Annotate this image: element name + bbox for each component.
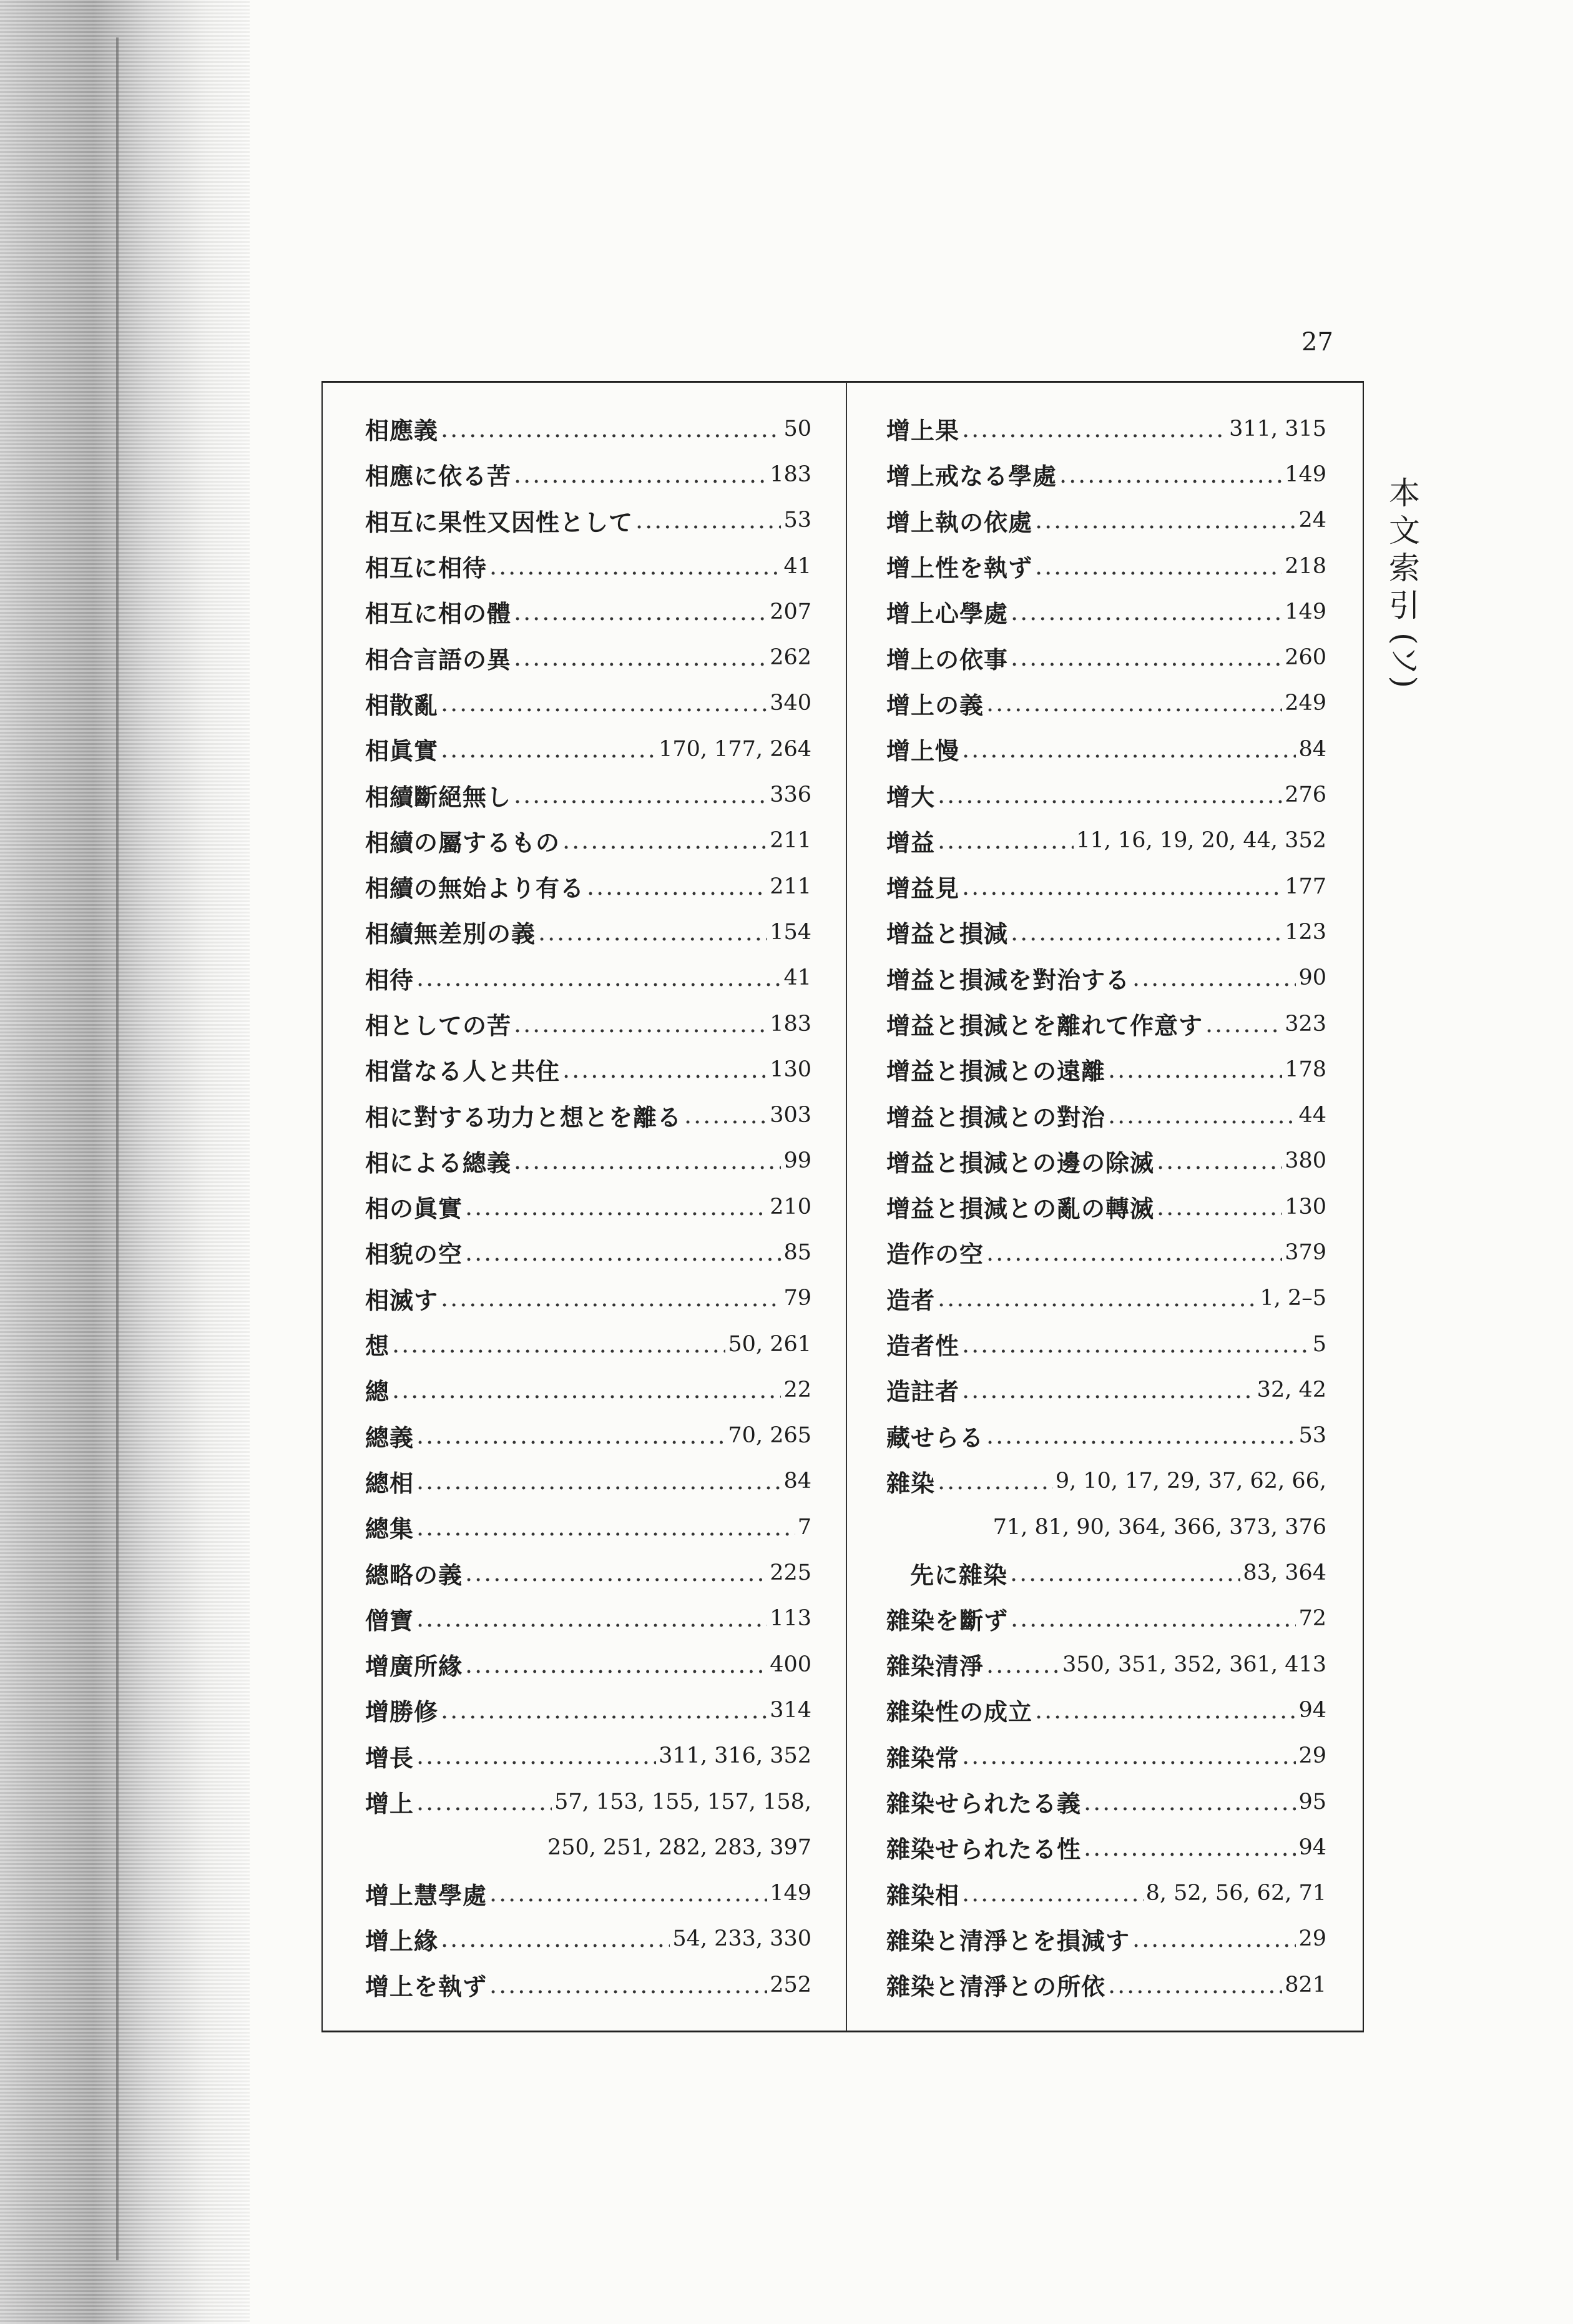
index-term: 增勝修 bbox=[365, 1698, 439, 1726]
dot-leader bbox=[938, 827, 1074, 854]
dot-leader bbox=[465, 1651, 767, 1678]
index-term: 總義 bbox=[365, 1423, 414, 1452]
index-term: 相應義 bbox=[365, 416, 439, 445]
index-entry bbox=[365, 1687, 811, 1733]
index-term: 總 bbox=[365, 1377, 390, 1406]
dot-leader bbox=[986, 1239, 1282, 1266]
index-page-refs: 22 bbox=[783, 1377, 811, 1402]
dot-leader bbox=[416, 1467, 781, 1495]
dot-leader bbox=[441, 415, 781, 443]
index-page-refs: 218 bbox=[1285, 553, 1326, 579]
dot-leader bbox=[489, 1879, 767, 1907]
index-entry bbox=[886, 498, 1326, 543]
index-term: 相互に果性又因性として bbox=[365, 508, 634, 536]
index-page-refs: 183 bbox=[770, 461, 811, 487]
index-term: 增益と損減 bbox=[886, 920, 1009, 948]
index-page-refs: 323 bbox=[1285, 1011, 1326, 1036]
index-entry bbox=[365, 634, 811, 680]
index-page-refs: 71, 81, 90, 364, 366, 373, 376 bbox=[992, 1514, 1326, 1540]
index-term: 增益と損減との亂の轉滅 bbox=[886, 1194, 1155, 1223]
dot-leader bbox=[986, 689, 1282, 717]
dot-leader bbox=[441, 736, 656, 763]
index-term: 造者性 bbox=[886, 1332, 960, 1361]
index-page-refs: 79 bbox=[783, 1286, 811, 1311]
index-page-refs: 821 bbox=[1285, 1972, 1326, 1997]
dot-leader bbox=[1084, 1788, 1296, 1816]
index-page-refs: 41 bbox=[783, 965, 811, 991]
index-page-refs: 311, 316, 352 bbox=[659, 1743, 811, 1769]
index-page-refs: 149 bbox=[770, 1881, 811, 1906]
index-entry bbox=[886, 1413, 1326, 1459]
dot-leader bbox=[1157, 1193, 1282, 1221]
index-column-left bbox=[365, 406, 811, 2007]
index-page-refs: 211 bbox=[770, 828, 811, 854]
index-entry bbox=[365, 451, 811, 497]
index-page-refs: 170, 177, 264 bbox=[659, 736, 811, 762]
index-entry bbox=[886, 726, 1326, 772]
index-term: 相の眞實 bbox=[365, 1194, 463, 1223]
index-entry bbox=[365, 772, 811, 817]
index-entry bbox=[365, 1871, 811, 1916]
index-term: 增上を執ず bbox=[365, 1972, 488, 2001]
index-entry bbox=[886, 818, 1326, 864]
index-entry bbox=[365, 1504, 811, 1550]
index-term: 增上の依事 bbox=[886, 645, 1009, 674]
index-entry bbox=[365, 1321, 811, 1367]
dot-leader bbox=[416, 1605, 767, 1632]
column-divider bbox=[846, 382, 847, 2031]
index-page-refs: 94 bbox=[1298, 1697, 1326, 1723]
index-page-refs: 303 bbox=[770, 1103, 811, 1128]
index-entry bbox=[886, 1138, 1326, 1184]
index-term: 雜染性の成立 bbox=[886, 1698, 1033, 1726]
dot-leader bbox=[1011, 918, 1282, 946]
index-page-refs: 5 bbox=[1312, 1331, 1326, 1357]
index-term: 相としての苦 bbox=[365, 1012, 512, 1040]
index-page-refs: 54, 233, 330 bbox=[672, 1926, 811, 1952]
index-entry bbox=[886, 1779, 1326, 1824]
index-page-refs: 24 bbox=[1298, 508, 1326, 533]
index-page-refs: 123 bbox=[1285, 919, 1326, 945]
index-entry bbox=[886, 1046, 1326, 1092]
index-term: 雜染 bbox=[886, 1469, 936, 1497]
index-term: 增上戒なる學處 bbox=[886, 462, 1057, 491]
index-page-refs: 83, 364 bbox=[1243, 1560, 1326, 1586]
index-entry bbox=[886, 406, 1326, 451]
index-term: 相に對する功力と想とを離る bbox=[365, 1103, 682, 1131]
index-entry bbox=[365, 1046, 811, 1092]
index-entry bbox=[365, 818, 811, 864]
dot-leader bbox=[392, 1331, 725, 1358]
index-entry bbox=[886, 1871, 1326, 1916]
index-term: 增上執の依處 bbox=[886, 508, 1033, 536]
index-entry bbox=[365, 406, 811, 451]
index-page-refs: 57, 153, 155, 157, 158, bbox=[554, 1789, 811, 1814]
index-page-refs: 53 bbox=[783, 508, 811, 533]
dot-leader bbox=[1011, 598, 1282, 626]
dot-leader bbox=[465, 1239, 781, 1266]
index-page-refs: 29 bbox=[1298, 1743, 1326, 1769]
index-page-refs: 314 bbox=[770, 1697, 811, 1723]
index-page-refs: 7 bbox=[797, 1514, 811, 1540]
dot-leader bbox=[986, 1422, 1296, 1449]
dot-leader bbox=[1108, 1971, 1282, 1999]
index-entry bbox=[365, 1138, 811, 1184]
index-entry bbox=[365, 1413, 811, 1459]
index-term: 相眞實 bbox=[365, 737, 439, 766]
index-page-refs: 85 bbox=[783, 1239, 811, 1265]
dot-leader bbox=[938, 781, 1282, 809]
side-heading-char-1: 本 bbox=[1389, 475, 1420, 511]
index-page-refs: 252 bbox=[770, 1972, 811, 1997]
index-entry bbox=[365, 1367, 811, 1412]
index-entry bbox=[886, 681, 1326, 726]
dot-leader bbox=[441, 1284, 781, 1312]
index-term: 增上の義 bbox=[886, 691, 984, 719]
dot-leader bbox=[962, 873, 1282, 900]
index-page-refs: 350, 351, 352, 361, 413 bbox=[1062, 1652, 1326, 1677]
index-term: 增益と損減との邊の除滅 bbox=[886, 1148, 1155, 1177]
index-term: 增上慧學處 bbox=[365, 1881, 488, 1909]
index-term: 相待 bbox=[365, 965, 414, 994]
index-term: 增益 bbox=[886, 828, 936, 857]
index-page-refs: 154 bbox=[770, 919, 811, 945]
index-entry bbox=[886, 1733, 1326, 1779]
index-term: 雜染せられたる性 bbox=[886, 1835, 1082, 1864]
index-term: 增長 bbox=[365, 1743, 414, 1772]
index-entry bbox=[886, 1642, 1326, 1687]
index-term: 總集 bbox=[365, 1515, 414, 1544]
index-page-refs: 32, 42 bbox=[1257, 1377, 1326, 1402]
index-entry bbox=[886, 772, 1326, 817]
dot-leader bbox=[514, 461, 767, 488]
index-entry bbox=[365, 1779, 811, 1824]
index-entry bbox=[886, 1687, 1326, 1733]
index-page-refs: 1, 2–5 bbox=[1260, 1286, 1326, 1311]
index-page-refs: 262 bbox=[770, 645, 811, 671]
index-term: 總略の義 bbox=[365, 1560, 463, 1589]
dot-leader bbox=[416, 1422, 725, 1449]
index-entry bbox=[365, 1733, 811, 1779]
index-page-refs: 210 bbox=[770, 1194, 811, 1219]
index-entry bbox=[886, 1459, 1326, 1504]
index-entry bbox=[886, 1001, 1326, 1046]
index-page-refs: 225 bbox=[770, 1560, 811, 1586]
dot-leader bbox=[1132, 964, 1296, 992]
index-entry bbox=[365, 1642, 811, 1687]
index-page-refs: 149 bbox=[1285, 461, 1326, 487]
index-term: 相續斷絕無し bbox=[365, 782, 512, 811]
index-term: 增上 bbox=[365, 1790, 414, 1818]
dot-leader bbox=[562, 827, 767, 854]
index-term: 僧寶 bbox=[365, 1606, 414, 1635]
dot-leader bbox=[684, 1101, 767, 1129]
index-entry bbox=[365, 726, 811, 772]
index-page-refs: 90 bbox=[1298, 965, 1326, 991]
index-term: 增大 bbox=[886, 782, 936, 811]
index-page-refs: 113 bbox=[770, 1606, 811, 1632]
dot-leader bbox=[1157, 1147, 1282, 1174]
index-page-refs: 130 bbox=[770, 1056, 811, 1082]
dot-leader bbox=[938, 1284, 1257, 1312]
index-page-refs: 211 bbox=[770, 874, 811, 899]
index-entry bbox=[886, 589, 1326, 634]
dot-leader bbox=[489, 1971, 767, 1999]
index-term: 雜染と清淨との所依 bbox=[886, 1972, 1106, 2001]
index-term: 相互に相待 bbox=[365, 554, 488, 583]
index-entry bbox=[365, 1229, 811, 1275]
dot-leader bbox=[465, 1193, 767, 1221]
index-page-refs: 340 bbox=[770, 691, 811, 716]
index-page-refs: 178 bbox=[1285, 1056, 1326, 1082]
dot-leader bbox=[962, 1331, 1310, 1358]
dot-leader bbox=[562, 1056, 767, 1083]
index-page-refs: 250, 251, 282, 283, 397 bbox=[547, 1834, 811, 1860]
dot-leader bbox=[1035, 553, 1282, 580]
index-entry bbox=[886, 1092, 1326, 1138]
dot-leader bbox=[514, 1147, 781, 1174]
dot-leader bbox=[514, 781, 767, 809]
index-term: 增益と損減との對治 bbox=[886, 1103, 1106, 1131]
index-page-refs: 130 bbox=[1285, 1194, 1326, 1219]
index-entry bbox=[365, 1596, 811, 1642]
index-term: 相續の屬するもの bbox=[365, 828, 561, 857]
index-entry bbox=[365, 1550, 811, 1595]
index-entry bbox=[365, 1916, 811, 1962]
index-entry bbox=[365, 681, 811, 726]
index-entry bbox=[886, 543, 1326, 589]
dot-leader bbox=[416, 964, 781, 992]
dot-leader bbox=[1011, 644, 1282, 671]
dot-leader bbox=[538, 918, 767, 946]
index-page-refs: 379 bbox=[1285, 1239, 1326, 1265]
index-entry bbox=[886, 1321, 1326, 1367]
index-page-refs: 41 bbox=[783, 553, 811, 579]
index-page-refs: 207 bbox=[770, 599, 811, 624]
index-entry bbox=[886, 634, 1326, 680]
dot-leader bbox=[1035, 506, 1296, 534]
index-term: 相續の無始より有る bbox=[365, 874, 585, 903]
index-term: 增益と損減とを離れて作意す bbox=[886, 1012, 1203, 1040]
index-page-refs: 260 bbox=[1285, 645, 1326, 671]
index-page-refs: 8, 52, 56, 62, 71 bbox=[1145, 1881, 1326, 1906]
dot-leader bbox=[635, 506, 781, 534]
dot-leader bbox=[392, 1376, 781, 1404]
binding-edge-line bbox=[116, 37, 119, 2260]
index-page-refs: 70, 265 bbox=[728, 1423, 811, 1449]
index-page-refs: 44 bbox=[1298, 1103, 1326, 1128]
index-term: 相互に相の體 bbox=[365, 599, 512, 628]
index-entry bbox=[365, 543, 811, 589]
index-page-refs: 400 bbox=[770, 1652, 811, 1677]
index-term: 相應に依る苦 bbox=[365, 462, 512, 491]
index-page-refs: 29 bbox=[1298, 1926, 1326, 1952]
index-entry bbox=[886, 1916, 1326, 1962]
index-term: 總相 bbox=[365, 1469, 414, 1497]
dot-leader bbox=[489, 553, 781, 580]
index-entry bbox=[365, 498, 811, 543]
index-entry-continuation bbox=[365, 1824, 811, 1870]
index-page-refs: 84 bbox=[1298, 736, 1326, 762]
dot-leader bbox=[1132, 1925, 1296, 1952]
index-entry bbox=[365, 955, 811, 1001]
index-term: 相當なる人と共住 bbox=[365, 1057, 561, 1086]
index-entry bbox=[886, 1550, 1326, 1595]
dot-leader bbox=[514, 644, 767, 671]
dot-leader bbox=[1035, 1696, 1296, 1724]
dot-leader bbox=[1108, 1101, 1296, 1129]
dot-leader bbox=[416, 1514, 795, 1541]
index-entry bbox=[886, 1276, 1326, 1321]
side-heading-char-3: 索 bbox=[1389, 550, 1420, 586]
dot-leader bbox=[514, 1010, 767, 1038]
index-term: 增上果 bbox=[886, 416, 960, 445]
index-term: 雜染清淨 bbox=[886, 1652, 984, 1681]
dot-leader bbox=[441, 1696, 767, 1724]
index-entry bbox=[886, 1367, 1326, 1412]
index-term: 想 bbox=[365, 1332, 390, 1361]
index-term: 相合言語の異 bbox=[365, 645, 512, 674]
index-entry bbox=[365, 1962, 811, 2007]
dot-leader bbox=[1011, 1605, 1296, 1632]
index-term: 相散亂 bbox=[365, 691, 439, 719]
index-entry bbox=[886, 1962, 1326, 2007]
index-page-refs: 380 bbox=[1285, 1148, 1326, 1174]
dot-leader bbox=[514, 598, 767, 626]
page-number: 27 bbox=[1301, 328, 1333, 357]
index-term: 先に雜染 bbox=[910, 1560, 1008, 1589]
side-heading-section: (ソ) bbox=[1386, 633, 1423, 689]
index-page-refs: 95 bbox=[1298, 1789, 1326, 1814]
index-term: 相續無差別の義 bbox=[365, 920, 536, 948]
index-entry bbox=[886, 1184, 1326, 1229]
dot-leader bbox=[1108, 1056, 1282, 1083]
index-term: 雜染と清淨とを損減す bbox=[886, 1926, 1130, 1955]
index-term: 增益見 bbox=[886, 874, 960, 903]
index-term: 雜染せられたる義 bbox=[886, 1790, 1082, 1818]
index-term: 增上性を執ず bbox=[886, 554, 1033, 583]
dot-leader bbox=[416, 1742, 656, 1770]
index-entry bbox=[886, 451, 1326, 497]
index-entry bbox=[886, 864, 1326, 909]
dot-leader bbox=[1010, 1559, 1240, 1587]
dot-leader bbox=[962, 1742, 1296, 1770]
index-page-refs: 50 bbox=[783, 416, 811, 441]
index-page-refs: 183 bbox=[770, 1011, 811, 1036]
dot-leader bbox=[441, 1925, 670, 1952]
dot-leader bbox=[441, 689, 767, 717]
index-entry bbox=[365, 1001, 811, 1046]
index-entry bbox=[886, 1824, 1326, 1870]
dot-leader bbox=[465, 1559, 767, 1587]
side-heading-char-4: 引 bbox=[1389, 588, 1420, 624]
index-page-refs: 84 bbox=[783, 1469, 811, 1494]
index-page-refs: 311, 315 bbox=[1229, 416, 1326, 441]
dot-leader bbox=[938, 1467, 1053, 1495]
dot-leader bbox=[587, 873, 767, 900]
index-entry bbox=[365, 1276, 811, 1321]
index-entry bbox=[365, 1459, 811, 1504]
index-entry bbox=[365, 1184, 811, 1229]
index-term: 造作の空 bbox=[886, 1240, 984, 1269]
index-term: 藏せらる bbox=[886, 1423, 984, 1452]
index-term: 增上慢 bbox=[886, 737, 960, 766]
index-page-refs: 9, 10, 17, 29, 37, 62, 66, bbox=[1055, 1469, 1326, 1494]
index-term: 增益と損減を對治する bbox=[886, 965, 1130, 994]
index-page-refs: 336 bbox=[770, 782, 811, 808]
index-page-refs: 53 bbox=[1298, 1423, 1326, 1449]
index-page-refs: 11, 16, 19, 20, 44, 352 bbox=[1076, 828, 1326, 854]
index-entry bbox=[365, 1092, 811, 1138]
index-term: 雜染相 bbox=[886, 1881, 960, 1909]
dot-leader bbox=[962, 1879, 1144, 1907]
index-term: 增上緣 bbox=[365, 1926, 439, 1955]
index-term: 相貌の空 bbox=[365, 1240, 463, 1269]
dot-leader bbox=[962, 736, 1296, 763]
index-term: 增益と損減との遠離 bbox=[886, 1057, 1106, 1086]
index-entry-continuation bbox=[886, 1504, 1326, 1550]
index-term: 增廣所緣 bbox=[365, 1652, 463, 1681]
index-term: 雜染を斷ず bbox=[886, 1606, 1009, 1635]
index-entry bbox=[886, 955, 1326, 1001]
side-heading bbox=[1383, 475, 1426, 689]
index-page-refs: 72 bbox=[1298, 1606, 1326, 1632]
index-entry bbox=[365, 909, 811, 955]
index-column-right bbox=[886, 406, 1326, 2007]
dot-leader bbox=[1059, 461, 1282, 488]
index-page-refs: 149 bbox=[1285, 599, 1326, 624]
index-term: 相滅す bbox=[365, 1286, 439, 1314]
index-entry bbox=[365, 864, 811, 909]
dot-leader bbox=[986, 1651, 1060, 1678]
index-entry bbox=[886, 909, 1326, 955]
index-term: 造者 bbox=[886, 1286, 936, 1314]
dot-leader bbox=[962, 1376, 1255, 1404]
index-page-refs: 177 bbox=[1285, 874, 1326, 899]
dot-leader bbox=[962, 415, 1227, 443]
index-entry bbox=[886, 1596, 1326, 1642]
index-term: 雜染常 bbox=[886, 1743, 960, 1772]
binding-shadow bbox=[0, 0, 250, 2324]
side-heading-char-2: 文 bbox=[1389, 513, 1420, 549]
index-entry bbox=[365, 589, 811, 634]
index-page-refs: 249 bbox=[1285, 691, 1326, 716]
index-page-refs: 99 bbox=[783, 1148, 811, 1174]
index-entry bbox=[886, 1229, 1326, 1275]
index-page-refs: 50, 261 bbox=[728, 1331, 811, 1357]
index-term: 增上心學處 bbox=[886, 599, 1009, 628]
index-term: 相による總義 bbox=[365, 1148, 512, 1177]
index-page-refs: 276 bbox=[1285, 782, 1326, 808]
dot-leader bbox=[1205, 1010, 1282, 1038]
dot-leader bbox=[1084, 1834, 1296, 1861]
index-term: 造註者 bbox=[886, 1377, 960, 1406]
dot-leader bbox=[416, 1788, 552, 1816]
index-page-refs: 94 bbox=[1298, 1834, 1326, 1860]
